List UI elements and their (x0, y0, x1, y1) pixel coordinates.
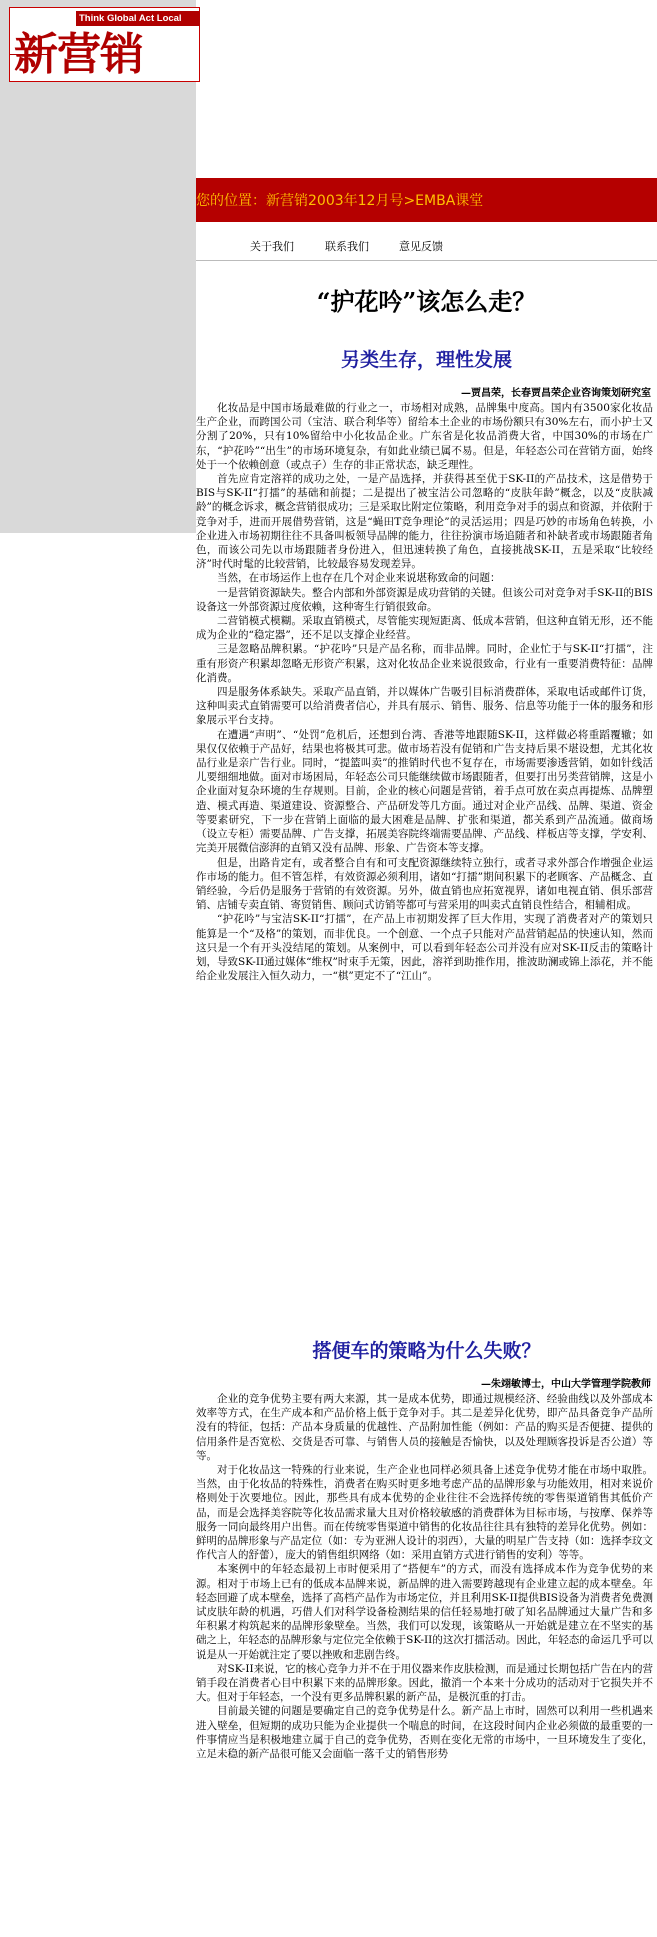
breadcrumb (196, 193, 483, 209)
section2-paragraph: 目前最关键的问题是要确定自己的竞争优势是什么。新产品上市时，固然可以利用一些机遇来进入壁垒，但短期的成功只能为企业提供一个喘息的时间，在这段时间内企业必须做的最重要的一件事情应当是积极地建立属于自己的竞争优势，否则在变化无常的市场中，一旦环境发生了变化，立足未稳的新产品很可能又会面临一落千丈的销售形势 (196, 1705, 653, 1761)
section2-body (196, 1392, 653, 1761)
logo-name: 新营销 (14, 29, 143, 80)
section2-paragraph: 对于化妆品这一特殊的行业来说，生产企业也同样必须具备上述竞争优势才能在市场中取胜。当然，由于化妆品的特殊性，消费者在购买时更多地考虑产品的品牌形象与功能效用，相对来说价格则处于次要地位。因此，那些具有成本优势的企业往往不会选择传统的零售渠道销售其低价产品，而是会选择美容院等化妆品需求量大且对价格较敏感的消费群体为目标市场，与按摩、保养等服务一同向最终用户出售。而在传统零售渠道中销售的化妆品往往具有独特的差异化优势。例如：鲜明的品牌形象与产品定位（如：专为亚洲人设计的羽西），大量的明星广告支持（如：选择李玟文作代言人的舒蕾），庞大的销售组织网络（如：采用直销方式进行销售的安利）等等。 (196, 1464, 653, 1562)
section2-title: 搭便车的策略为什么失败？ (312, 1340, 541, 1362)
section1-title: 另类生存，理性发展 (340, 349, 512, 371)
section1-paragraph: 二营销模式模糊。采取直销模式，尽管能实现短距离、低成本营销，但这种直销无形，还不能成为企业的“稳定器”，还不足以支撑企业经营。 (196, 615, 653, 642)
nav-about-link[interactable]: 关于我们 (250, 240, 294, 253)
top-nav (196, 236, 657, 252)
section1-paragraph: 首先应肯定溶祥的成功之处，一是产品选择，并获得甚至优于SK-II的产品技术，这是借势于BIS与SK-II“打擂”的基础和前提；二是提出了被宝洁公司忽略的“皮肤年龄”概念，以及“皮肤减龄”的概念诉求，概念营销很成功；三是采取比附定位策略，利用竞争对手的弱点和资源，并依附于竞争对手，进而开展借势营销，这是“蝇田T竞争理论”的灵活运用；四是巧妙的市场角色转换，小企业进入市场初期往往不具备叫板领导品牌的能力，往往扮演市场追随者和补缺者或市场跟随者角色，而该公司先以市场跟随者身份进入，但迅速转换了角色，直接挑战SK-II，五是采取“比较经济”时代时髦的比较营销，比较最容易发现差异。 (196, 473, 653, 571)
breadcrumb-path-link[interactable]: 新营销2003年12月号>EMBA课堂 (266, 193, 484, 209)
section1-paragraph: 但是，出路肯定有，或者整合自有和可支配资源继续特立独行，或者寻求外部合作增强企业运作市场的能力。但不管怎样，有效资源必须利用，诸如“打擂”期间积累下的老顾客、产品概念、直销经验，今后仍是服务于营销的有效资源。另外，做直销也应拓宽视界，诸如电视直销、俱乐部营销、店铺专卖直销、寄贸销售、顾问式访销等都可与营采用的叫卖式直销良性结合，相辅相成。 (196, 856, 653, 912)
section1-paragraph: 化妆品是中国市场最难做的行业之一，市场相对成熟，品牌集中度高。国内有3500家化妆品生产企业，而跨国公司（宝洁、联合利华等）留给本土企业的市场份额只有30%左右，而小护士又分割了20%，只有10%留给中小化妆品企业。广东省是化妆品消费大省，中国30%的市场在广东，“护花吟”“出生”的市场环境复杂，有如此业绩已属不易。但是，年轻态公司在营销方面，始终处于一个依赖创意（或点子）生存的非正常状态，缺乏理性。 (196, 402, 653, 471)
site-logo[interactable] (9, 7, 200, 82)
breadcrumb-prefix: 您的位置： (196, 193, 266, 209)
nav-divider (196, 260, 657, 261)
nav-feedback-link[interactable]: 意见反馈 (399, 240, 443, 253)
left-panel (0, 0, 196, 533)
section1-body (196, 401, 653, 983)
section2-paragraph: 企业的竞争优势主要有两大来源，其一是成本优势，即通过规模经济、经验曲线以及外部成本效率等方式，在生产成本和产品价格上低于竞争对手。其二是差异化优势，即产品具备竞争产品所没有的特征，包括：产品本身质量的优越性、产品附加性能（例如：产品的购买是否便捷、提供的信用条件是否宽松、交货是否可靠、与销售人员的接触是否愉快，以及处理顾客投诉是否公道）等等。 (196, 1393, 653, 1462)
section1-paragraph: 当然，在市场运作上也存在几个对企业来说堪称致命的问题： (217, 572, 501, 585)
section1-byline: —贾昌荣，长春贾昌荣企业咨询策划研究室 (461, 388, 651, 399)
nav-contact-link[interactable]: 联系我们 (325, 240, 369, 253)
article-title: “护花吟”该怎么走？ (316, 287, 537, 316)
section1-paragraph: 在遭遇“声明”、“处罚”危机后，还想到台湾、香港等地跟随SK-II，这样做必将重蹈覆辙；如果仅仅依赖于产品好，结果也将极其可悲。做市场若没有促销和广告支持后果不堪设想，尤其化妆品行业是亲广告行业。同时，“提篮叫卖”的推销时代也不复存在，市场需要渗透营销，如如针线活儿要细细地做。面对市场困局，年轻态公司只能继续做市场跟随者，但要打出另类营销牌，这是小企业面对复杂环境的生存规则。目前，企业的核心问题是营销，着手点可放在卖点再提炼、品牌塑造、模式再造、渠道建设、资源整合、产品研发等几方面。通过对企业产品线、品牌、渠道、资金等要素研究，下一步在营销上面临的最大困难是品牌、扩张和渠道，都关系到产品流通。做商场（设立专柜）需要品牌、广告支撑，拓展美容院终端需要品牌、产品线、样板店等支撑，学安利、完美开展微信澎湃的直销又没有品牌、形象、广告资本等支撑。 (196, 728, 653, 855)
section2-paragraph: 对SK-II来说，它的核心竞争力并不在于用仪器来作皮肤检测，而是通过长期包括广告在内的营销手段在消费者心目中积累下来的品牌形象。因此，撤消一个本来十分成功的活动对于它损失并不大。但对于年轻态，一个没有更多品牌积累的新产品，是极沉重的打击。 (196, 1662, 653, 1704)
section1-paragraph: 四是服务体系缺失。采取产品直销，并以媒体广告吸引目标消费群体，采取电话或邮件订货，这种叫卖式直销需要可以给消费者信心，并具有展示、销售、服务、信息等功能于一体的服务和形象展示平台支持。 (196, 686, 653, 727)
section1-paragraph: “护花吟”与宝洁SK-II“打擂”，在产品上市初期发挥了巨大作用，实现了消费者对产的策划只能算是一个“及格”的策划，而非优良。一个创意、一个点子只能对产品营销起品的快速认知，然而这只是一个有开头没结尾的策划。从案例中，可以看到年轻态公司并没有应对SK-II反击的策略计划，导致SK-II通过媒体“维权”时束手无策，因此，溶祥到助推作用，推波助澜或锦上添花，并不能给企业发展注入恒久动力，一“棋”更定不了“江山”。 (196, 913, 653, 983)
section2-paragraph: 本案例中的年轻态最初上市时便采用了“搭便车”的方式，而没有选择成本作为竞争优势的来源。相对于市场上已有的低成本品牌来说，新品牌的进入需要跨越现有企业建立起的成本壁垒。年轻态回避了成本壁垒，选择了高档产品作为市场定位，并且利用SK-II提供BIS设备为消费者免费测试皮肤年龄的机遇，巧借人们对科学设备检测结果的信任轻易地打破了知名品牌通过大量广告和多年积累才构筑起来的品牌形象壁垒。当然，我们可以发现，该策略从一开始就是建立在不坚实的基础之上，年轻态的品牌形象与定位完全依赖于SK-II的这次打擂活动。因此，年轻态的命运几乎可以说是从一开始就注定了要以挫败和悲剧告终。 (196, 1563, 653, 1661)
section1-paragraph: 一是营销资源缺失。整合内部和外部资源是成功营销的关键。但该公司对竞争对手SK-II的BIS设备这一外部资源过度依赖，这种寄生行销很致命。 (196, 586, 653, 613)
section1-paragraph: 三是忽略品牌积累。“护花吟”只是产品名称，而非品牌。同时，企业忙于与SK-II“打擂”，注重有形资产积累却忽略无形资产积累，这对化妆品企业来说很致命，行业有一重要消费特征：品牌化消费。 (196, 643, 653, 684)
section2-byline: —朱翊敏博士，中山大学管理学院教师 (481, 1379, 651, 1390)
logo-tagline: Think Global Act Local (76, 11, 200, 26)
